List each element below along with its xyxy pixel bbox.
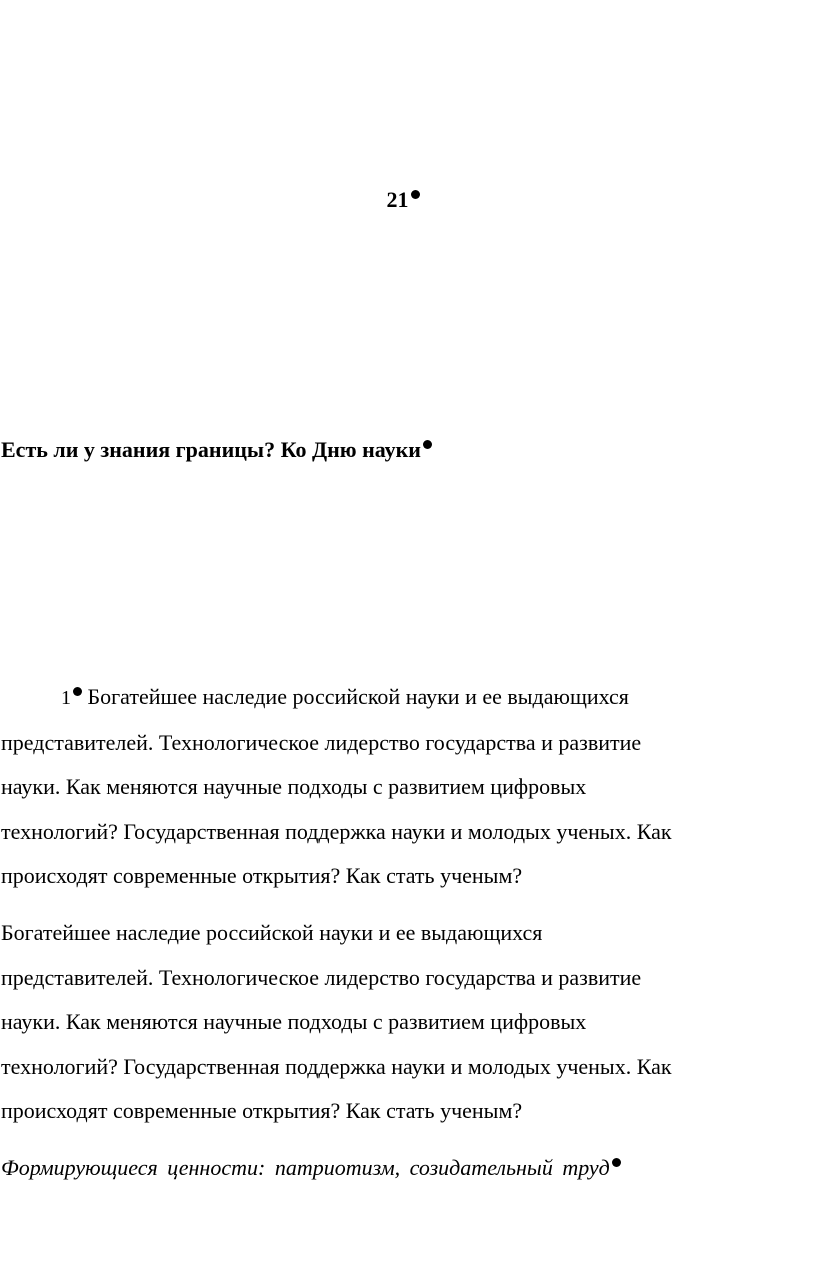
paragraph-2 (1, 911, 807, 1134)
paragraph-1-line-2: представителей. Технологическое лидерство государства и развитие (1, 729, 642, 755)
paragraph-1-line-1 (1, 675, 807, 721)
paragraph-1-text-1: Богатейшее наследие российской науки и ее выдающихся (87, 684, 629, 709)
paragraph-2-line-3: науки. Как меняются научные подходы с развитием цифровых (1, 1009, 587, 1034)
values-line-text: Формирующиеся ценности: патриотизм, созидательный труд (1, 1155, 610, 1180)
values-line (1, 1148, 807, 1188)
bullet-dot-icon (423, 440, 432, 449)
bullet-dot-icon (73, 687, 82, 696)
page-number-text: 21 (386, 187, 409, 212)
paragraph-1-line-5: происходят современные открытия? Как стать ученым? (1, 863, 523, 888)
paragraph-1-line-3: науки. Как меняются научные подходы с развитием цифровых (1, 774, 587, 799)
page-number (0, 184, 806, 216)
bullet-dot-icon (612, 1158, 621, 1167)
bullet-dot-icon (411, 190, 420, 199)
lesson-title-text: Есть ли у знания границы? Ко Дню науки (1, 437, 421, 462)
paragraph-2-line-1: Богатейшее наследие российской науки и ее выдающихся (1, 920, 543, 945)
paragraph-1-line-4: технологий? Государственная поддержка науки и молодых ученых. Как (1, 818, 672, 844)
paragraph-1 (1, 675, 807, 899)
paragraph-2-line-4: технологий? Государственная поддержка науки и молодых ученых. Как (1, 1053, 672, 1079)
paragraph-2-line-2: представителей. Технологическое лидерство государства и развитие (1, 964, 642, 990)
lesson-title (1, 434, 801, 466)
paragraph-2-line-5: происходят современные открытия? Как стать ученым? (1, 1098, 523, 1123)
paragraph-number: 1 (61, 687, 71, 709)
